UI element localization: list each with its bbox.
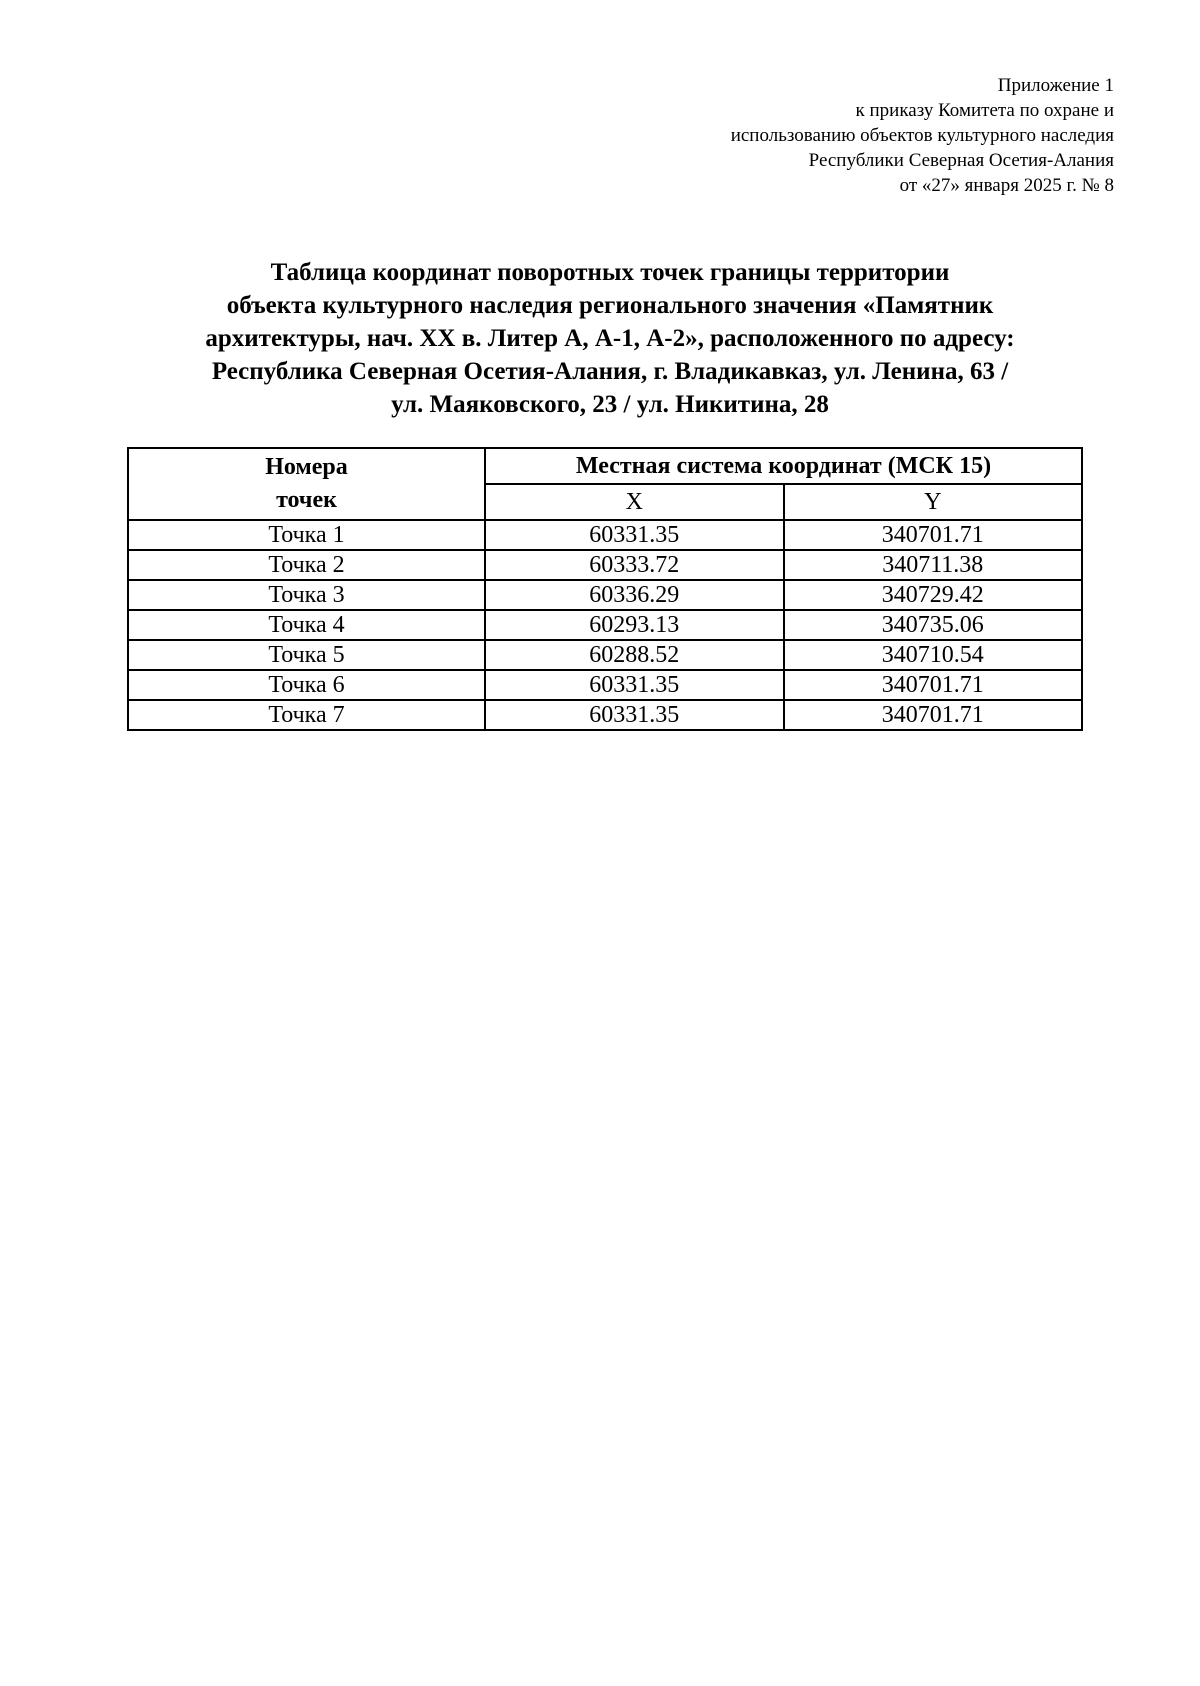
x-cell: 60336.29 (485, 580, 784, 610)
coordinates-table (127, 447, 1083, 731)
y-cell: 340711.38 (784, 550, 1083, 580)
title-line: ул. Маяковского, 23 / ул. Никитина, 28 (391, 391, 829, 418)
points-header-line: точек (276, 487, 337, 513)
table-row (128, 700, 1082, 730)
x-column-header: X (485, 484, 784, 520)
y-cell: 340701.71 (784, 700, 1083, 730)
table-header-row (128, 448, 1082, 484)
title-line: объекта культурного наследия регионального значения «Памятник (226, 292, 994, 319)
y-cell: 340701.71 (784, 670, 1083, 700)
y-cell: 340735.06 (784, 610, 1083, 640)
y-cell: 340710.54 (784, 640, 1083, 670)
appendix-line: Республики Северная Осетия-Алания (808, 150, 1114, 171)
x-cell: 60333.72 (485, 550, 784, 580)
point-cell: Точка 7 (128, 700, 485, 730)
point-cell: Точка 4 (128, 610, 485, 640)
title-line: Таблица координат поворотных точек границы территории (270, 259, 950, 286)
points-column-header (128, 448, 485, 520)
y-column-header: Y (784, 484, 1083, 520)
y-cell: 340701.71 (784, 520, 1083, 550)
document-title (140, 256, 1080, 421)
point-cell: Точка 6 (128, 670, 485, 700)
title-line: архитектуры, нач. XX в. Литер А, А-1, А-2», расположенного по адресу: (205, 325, 1015, 352)
point-cell: Точка 1 (128, 520, 485, 550)
y-cell: 340729.42 (784, 580, 1083, 610)
x-cell: 60288.52 (485, 640, 784, 670)
coordinate-system-header: Местная система координат (МСК 15) (485, 448, 1082, 484)
point-cell: Точка 3 (128, 580, 485, 610)
x-cell: 60331.35 (485, 520, 784, 550)
table-row (128, 520, 1082, 550)
title-line: Республика Северная Осетия-Алания, г. Владикавказ, ул. Ленина, 63 / (211, 358, 1009, 385)
table-row (128, 580, 1082, 610)
x-cell: 60293.13 (485, 610, 784, 640)
x-cell: 60331.35 (485, 700, 784, 730)
table-row (128, 550, 1082, 580)
appendix-line: от «27» января 2025 г. № 8 (899, 175, 1114, 196)
point-cell: Точка 2 (128, 550, 485, 580)
point-cell: Точка 5 (128, 640, 485, 670)
table-row (128, 670, 1082, 700)
table-row (128, 640, 1082, 670)
table-row (128, 610, 1082, 640)
appendix-line: использованию объектов культурного наследия (730, 125, 1114, 146)
appendix-line: к приказу Комитета по охране и (855, 100, 1114, 121)
appendix-line: Приложение 1 (997, 75, 1114, 96)
x-cell: 60331.35 (485, 670, 784, 700)
points-header-line: Номера (265, 454, 348, 480)
appendix-header (474, 73, 1114, 198)
